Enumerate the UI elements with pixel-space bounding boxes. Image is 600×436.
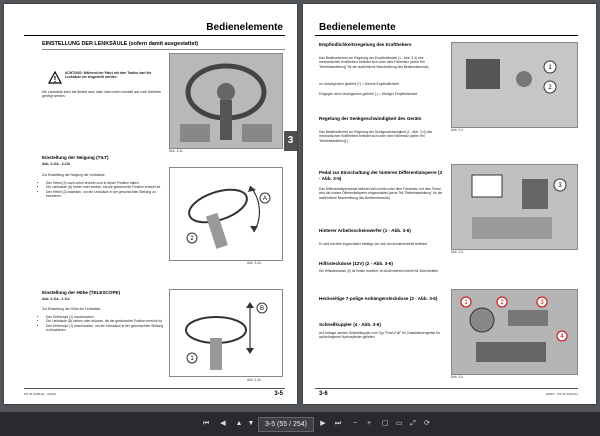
- fig-3-5-caption: Abb. 3-5: [451, 250, 464, 254]
- sensitivity-text-2: Im Uhrzeigersinn gedreht (+) = Höhere Empfindlichkeit: [319, 82, 399, 86]
- chapter-tab: 3: [284, 131, 297, 151]
- page-up-icon[interactable]: ▲: [235, 420, 243, 427]
- right-page: [303, 4, 596, 404]
- svg-text:A: A: [262, 196, 268, 202]
- fig-3-4-caption: Abb. 3-4: [451, 128, 464, 132]
- telescope-bullets: [42, 315, 166, 332]
- svg-text:2: 2: [500, 300, 504, 306]
- work-light-title: Hinterer Arbeitsscheinwerfer (1 - Abb. 3-6): [319, 228, 411, 233]
- tilt-bullets: [42, 181, 166, 198]
- left-intro: Die Lenksäule kann bei Bedarf nach oben oben unten verstellt und nach Belieben geneigt werden.: [42, 90, 162, 99]
- svg-text:2: 2: [190, 236, 194, 242]
- page-down-icon[interactable]: ▼: [247, 420, 255, 427]
- left-section-rule: [42, 49, 285, 50]
- telescope-text: Zur Einstellung der Höhe der Lenksäule:: [42, 307, 102, 311]
- svg-text:2: 2: [548, 85, 552, 91]
- steering-wheel-icon: [170, 54, 282, 148]
- telescope-title: Einstellung der Höhe (TELESCOPE): [42, 290, 121, 295]
- right-footer-text: 04/RO - PN 06 3C80 E1: [545, 392, 578, 396]
- telescope-bullet: • Die Lenksäule (B) ziehen oder drücken, bis die gewünschte Position erreicht ist.: [46, 319, 166, 323]
- sensitivity-title: Empfindlichkeitsregelung des Krafthebers: [319, 42, 412, 47]
- zoom-out-icon[interactable]: −: [352, 420, 358, 427]
- socket-title: Hilfssteckdose (12V) (2 - Abb. 3-6): [319, 261, 393, 266]
- left-header: Bedienelemente: [206, 22, 283, 33]
- rear-connections-photo: [451, 289, 578, 375]
- diff-lock-pedal-icon: [452, 165, 577, 249]
- diff-lock-photo: [451, 164, 578, 250]
- prev-page-button[interactable]: ◀: [220, 420, 226, 427]
- right-header: Bedienelemente: [319, 22, 396, 33]
- tilt-bullet: • Den Hebel (2) loslassen, um die Lenksäule in der gewünschten Stellung zu blockieren.: [46, 190, 166, 199]
- svg-text:4: 4: [560, 334, 564, 340]
- svg-text:1: 1: [190, 356, 194, 362]
- fit-page-icon[interactable]: ▢: [381, 420, 389, 427]
- steering-column-photo: [169, 53, 283, 149]
- socket-text: Die Hilfssteckdose (2) ist hinten montiert; im Außenbereich bereit für Zubehörteile.: [319, 269, 439, 273]
- last-page-button[interactable]: ⏭: [334, 420, 342, 427]
- fig-3-3c-caption: Abb. 3-3c: [169, 149, 183, 153]
- tilt-text: Zur Einstellung der Neigung der Lenksäule:: [42, 173, 106, 177]
- zoom-in-icon[interactable]: +: [366, 420, 372, 427]
- quick-coupler-text: Auf Anfrage werden Schnellkuppler vom Typ "Push-Pull" für Zusatzsteuergeräte für außenliegende Hydrozylinder geliefert.: [319, 331, 441, 340]
- left-page: [4, 4, 297, 404]
- svg-text:1: 1: [548, 65, 552, 71]
- tilt-bullet: • Den Hebel (2) nach unten drücken und in dieser Position halten.: [46, 181, 166, 185]
- left-page-number: 3-5: [274, 391, 283, 397]
- sensitivity-text-3: Entgegen dem Uhrzeigersinn gedreht (-) = Weniger Empfindlichkeit: [319, 92, 418, 96]
- svg-text:!: !: [53, 75, 57, 84]
- telescope-bullet: • Den Drehknopf (1) losschrauben.: [46, 315, 166, 319]
- viewer-toolbar: [0, 412, 600, 436]
- left-footer-text: PN 06 3C80 E1 - 04/RO: [24, 392, 57, 396]
- right-header-rule: [315, 35, 578, 36]
- fig-3-3e-caption: Abb. 3-3e: [247, 378, 261, 382]
- telescope-bullet: • Den Drehknopf (1) anschrauben, um die Lenksäule in der gewünschten Stellung zu blockieren.: [46, 324, 166, 333]
- sensitivity-text: Das Bedienelement zur Regelung der Empfindlichkeit (1 - Abb. 3-4) des mechanischen Krafthebers befindet sich unter dem Fahrersitz (siehe Teil "Betriebsanleitung" für die ausführliche Beschreibung des Bedienelements).: [319, 56, 430, 69]
- right-page-number: 3-6: [319, 391, 328, 397]
- warning-triangle-icon: [48, 71, 62, 84]
- left-footer-rule: [24, 388, 285, 389]
- svg-text:B: B: [259, 306, 265, 312]
- lift-controls-icon: [452, 43, 577, 127]
- warning-block: [48, 71, 165, 87]
- telescope-diagram: [169, 289, 283, 377]
- next-page-button[interactable]: ▶: [320, 420, 326, 427]
- svg-text:3: 3: [558, 183, 562, 189]
- telescope-diagram-icon: [170, 290, 282, 376]
- lowering-speed-text: Das Bedienelement zur Regelung der Senkgeschwindigkeit (2 - Abb. 3-4) des mechanischen Krafthebers befindet sich unter dem Fahrersitz (siehe Teil "Betriebsanleitung").: [319, 130, 433, 143]
- fig-3-3d-caption: Abb. 3-3d: [247, 261, 261, 265]
- warning-text: ACHTUNG: Während der Fahrt mit dem Traktor darf die Lenksäule nie eingestellt werden.: [65, 71, 152, 80]
- lift-controls-photo: [451, 42, 578, 128]
- right-footer-rule: [315, 388, 578, 389]
- trailer-socket-title: Heckseitige 7-polige Anhängersteckdose (3 - Abb. 3-6): [319, 296, 438, 301]
- first-page-button[interactable]: ⏮: [202, 420, 210, 427]
- diff-lock-title: Pedal zur Einschaltung der hinteren Differentialsperre (3 - Abb. 3-5): [319, 170, 443, 181]
- tilt-ref: Abb. 3-11b - 3-11b: [42, 162, 71, 166]
- diff-lock-text: Das Differentialsperrpedal befindet sich rechts unter dem Fahrersitz; mit dem Pedal wird die hintere Differentialsperre eingeschaltet (siehe Teil "Betriebsanleitung" für die ausführliche Beschreibung des Bedienelements).: [319, 187, 443, 200]
- fig-3-6-caption: Abb. 3-6: [451, 375, 464, 379]
- page-number-field[interactable]: 3-5 (55 / 254): [258, 417, 314, 432]
- rotate-icon[interactable]: ⟳: [424, 420, 430, 427]
- telescope-ref: Abb. 3-11a - 3-11c: [42, 297, 70, 301]
- left-section-title: EINSTELLUNG DER LENKSÄULE (sofern damit ausgestattet): [42, 41, 199, 47]
- rear-connections-icon: [452, 290, 577, 374]
- tilt-diagram: [169, 167, 283, 261]
- tilt-bullet: • Die Lenksäule (A) heben oder senken, bis die gewünschte Position erreicht ist.: [46, 185, 166, 189]
- lowering-speed-title: Regelung der Senkgeschwindigkeit des Geräts: [319, 116, 422, 121]
- single-page-icon[interactable]: ▭: [395, 420, 403, 427]
- fullscreen-icon[interactable]: ⤢: [410, 420, 416, 427]
- left-header-rule: [24, 35, 285, 36]
- tilt-diagram-icon: [170, 168, 282, 260]
- svg-text:1: 1: [464, 300, 468, 306]
- svg-text:3: 3: [540, 300, 544, 306]
- quick-coupler-title: Schnellkuppler (4 - Abb. 3-6): [319, 322, 381, 327]
- tilt-title: Einstellung der Neigung (TILT): [42, 155, 109, 160]
- work-light-text: Er wird mit dem Kippschalter betätigt, der sich am Armaturenbrett befindet.: [319, 242, 428, 246]
